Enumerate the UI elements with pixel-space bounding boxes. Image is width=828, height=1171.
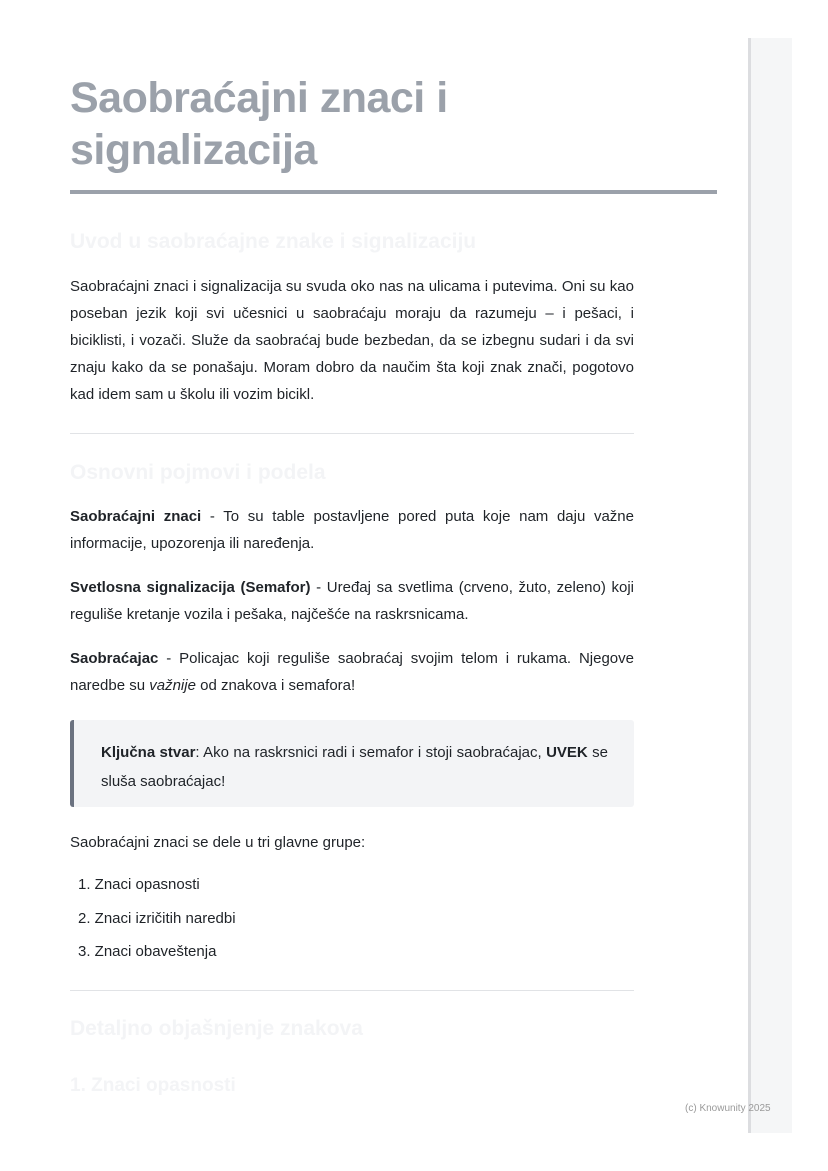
groups-intro: Saobraćajni znaci se dele u tri glavne grupe: (70, 834, 366, 851)
list-item: 1. Znaci opasnosti (78, 876, 200, 893)
section-heading-basics: Osnovni pojmovi i podela (70, 461, 326, 484)
key-point-callout (70, 720, 634, 807)
term: Saobraćajni znaci (70, 508, 202, 525)
side-panel (748, 38, 792, 1133)
copyright-footer: (c) Knowunity 2025 (685, 1103, 771, 1114)
divider (70, 990, 634, 991)
callout-label: Ključna stvar (101, 744, 196, 761)
callout-text-end: se sluša saobraćajac! (101, 744, 608, 790)
list-item: 2. Znaci izričitih naredbi (78, 909, 236, 927)
term-paragraph (70, 645, 634, 699)
term-definition: - Uređaj sa svetlima (crveno, žuto, zeleno) koji reguliše kretanje vozila i pešaka, najčešće na raskrsnicama. (70, 579, 634, 623)
term-definition-end: od znakova i semafora! (195, 677, 356, 694)
section-heading-details: Detaljno objašnjenje znakova (70, 1017, 363, 1040)
subheading-danger-signs: 1. Znaci opasnosti (70, 1075, 236, 1096)
page-title: Saobraćajni znaci i signalizacija (70, 74, 448, 174)
term-paragraph (70, 503, 634, 557)
title-divider (70, 190, 717, 194)
sign-groups-list (78, 868, 236, 969)
section-heading-intro: Uvod u saobraćajne znake i signalizaciju (70, 230, 477, 253)
list-item: 3. Znaci obaveštenja (78, 943, 217, 960)
term: Saobraćajac (70, 650, 159, 667)
term-definition: - To su table postavljene pored puta koje nam daju važne informacije, upozorenja ili naređenja. (70, 508, 634, 552)
intro-paragraph: Saobraćajni znaci i signalizacija su svuda oko nas na ulicama i putevima. Oni su kao poseban jezik koji svi učesnici u saobraćaju moraju da razumeju – i pešaci, i biciklisti, i vozači. Služe da saobraćaj bude bezbedan, da se izbegnu sudari i da svi znaju kako da se ponašaju. Moram dobro da naučim šta koji znak znači, pogotovo kad idem sam u školu ili vozim bicikl. (70, 278, 634, 403)
term-paragraph (70, 574, 634, 628)
term-emphasis: važnije (149, 677, 196, 694)
term: Svetlosna signalizacija (Semafor) (70, 579, 311, 596)
callout-text: : Ako na raskrsnici radi i semafor i stoji saobraćajac, (195, 744, 547, 761)
callout-strong: UVEK (546, 744, 588, 761)
divider (70, 433, 634, 434)
term-definition: - Policajac koji reguliše saobraćaj svojim telom i rukama. Njegove naredbe su (70, 650, 634, 694)
